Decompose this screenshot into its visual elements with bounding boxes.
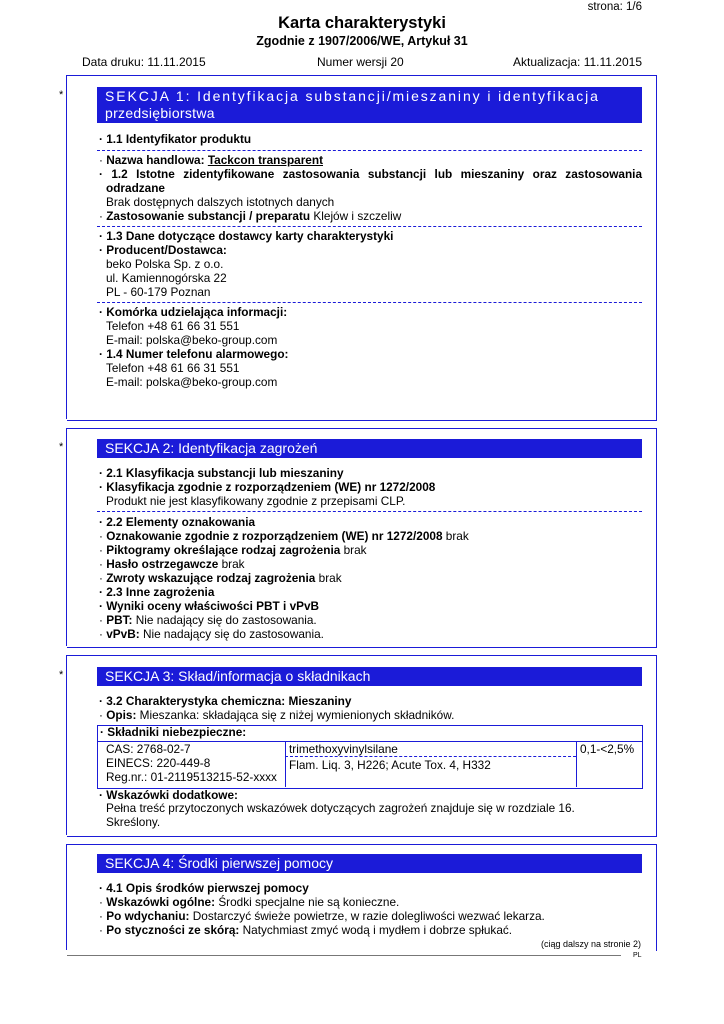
general-advice: · Wskazówki ogólne: Środki specjalne nie są konieczne.: [99, 895, 400, 909]
item-1-2-continued: odradzane: [106, 181, 165, 195]
table-inner-divider: [285, 756, 576, 757]
classification-label: · Klasyfikacja zgodnie z rozporządzeniem (WE) nr 1272/2008: [99, 480, 436, 494]
table-col-divider-1: [285, 741, 286, 787]
additional-info-label: · Wskazówki dodatkowe:: [99, 788, 238, 802]
after-skin-contact: · Po styczności ze skórą: Natychmiast zmyć wodą i mydłem i dobrze spłukać.: [99, 923, 513, 937]
item-1-4: · 1.4 Numer telefonu alarmowego:: [99, 347, 289, 361]
emergency-phone: Telefon +48 61 66 31 551: [106, 361, 240, 375]
producer-name: beko Polska Sp. z o.o.: [106, 257, 224, 271]
producer-street: ul. Kamiennogórska 22: [106, 271, 227, 285]
item-2-1: · 2.1 Klasyfikacja substancji lub mieszaniny: [99, 466, 344, 480]
info-unit-phone: Telefon +48 61 66 31 551: [106, 319, 240, 333]
section-2-heading: SEKCJA 2: Identyfikacja zagrożeń: [97, 439, 642, 458]
pictograms: · Piktogramy określające rodzaj zagrożenia brak: [99, 543, 367, 557]
producer-label: · Producent/Dostawca:: [99, 243, 227, 257]
update-date: Aktualizacja: 11.11.2015: [513, 55, 642, 69]
ingredients-table-header: · Składniki niebezpieczne:: [100, 725, 247, 739]
classification-value: Produkt nie jest klasyfikowany zgodnie z przepisami CLP.: [106, 494, 406, 508]
substance-classification: Flam. Liq. 3, H226; Acute Tox. 4, H332: [289, 758, 491, 772]
substance-concentration: 0,1-<2,5%: [580, 742, 635, 756]
section-2-divider: [97, 511, 642, 512]
section-1-heading-line2: przedsiębiorstwa: [105, 105, 215, 121]
page-number: strona: 1/6: [587, 1, 642, 13]
section-1-change-marker: *: [59, 89, 64, 101]
registration-number: Reg.nr.: 01-2119513215-52-xxxx: [106, 770, 277, 784]
item-1-2: · 1.2 Istotne zidentyfikowane zastosowania substancji lub mieszaniny oraz zastosowania: [99, 167, 642, 181]
item-3-2: · 3.2 Charakterystyka chemiczna: Mieszaniny: [99, 694, 352, 708]
einecs-number: EINECS: 220-449-8: [106, 756, 211, 770]
print-date: Data druku: 11.11.2015: [82, 55, 206, 69]
info-unit-email: E-mail: polska@beko-group.com: [106, 333, 278, 347]
section-1-divider-1: [97, 150, 642, 151]
substance-name: trimethoxyvinylsilane: [289, 742, 398, 756]
section-1-divider-2: [97, 226, 642, 227]
continued-note: (ciąg dalszy na stronie 2): [540, 939, 641, 949]
trade-name: · Nazwa handlowa: Tackcon transparent: [99, 153, 323, 167]
item-2-2: · 2.2 Elementy oznakowania: [99, 515, 256, 529]
hazard-statements: · Zwroty wskazujące rodzaj zagrożenia brak: [99, 571, 342, 585]
table-col-divider-2: [576, 741, 577, 787]
additional-info-line1: Pełna treść przytoczonych wskazówek dotyczących zagrożeń znajduje się w rozdziale 16.: [106, 801, 575, 815]
use-of-substance: · Zastosowanie substancji / preparatu Klejów i szczeliw: [99, 209, 402, 223]
version-number: Numer wersji 20: [317, 55, 404, 69]
after-inhalation: · Po wdychaniu: Dostarczyć świeże powietrze, w razie dolegliwości wezwać lekarza.: [99, 909, 545, 923]
section-2-change-marker: *: [59, 441, 64, 453]
vpvb: · vPvB: Nie nadający się do zastosowania.: [99, 627, 324, 641]
footer-rule: [67, 955, 621, 956]
emergency-email: E-mail: polska@beko-group.com: [106, 375, 278, 389]
pbt-assessment: · Wyniki oceny właściwości PBT i vPvB: [99, 599, 320, 613]
section-1-heading-line1: SEKCJA 1: Identyfikacja substancji/mieszaniny i identyfikacja: [105, 88, 600, 104]
producer-city: PL - 60-179 Poznan: [106, 285, 211, 299]
section-1-divider-3: [97, 302, 642, 303]
pbt: · PBT: Nie nadający się do zastosowania.: [99, 613, 317, 627]
language-code: PL: [633, 952, 642, 959]
trade-name-value: Tackcon transparent: [207, 153, 323, 167]
document-subtitle: Zgodnie z 1907/2006/WE, Artykuł 31: [256, 34, 468, 48]
item-1-1: · 1.1 Identyfikator produktu: [99, 132, 252, 146]
section-3-change-marker: *: [59, 669, 64, 681]
item-1-2-value: Brak dostępnych dalszych istotnych danych: [106, 195, 335, 209]
section-4-heading: SEKCJA 4: Środki pierwszej pomocy: [97, 854, 642, 873]
additional-info-line2: Skreślony.: [106, 815, 161, 829]
info-unit-label: · Komórka udzielająca informacji:: [99, 305, 288, 319]
document-title: Karta charakterystyki: [278, 14, 446, 32]
labelling: · Oznakowanie zgodnie z rozporządzeniem (WE) nr 1272/2008 brak: [99, 529, 469, 543]
item-1-3: · 1.3 Dane dotyczące dostawcy karty charakterystyki: [99, 229, 394, 243]
cas-number: CAS: 2768-02-7: [106, 742, 191, 756]
item-2-3: · 2.3 Inne zagrożenia: [99, 585, 215, 599]
section-1-heading: [97, 87, 642, 123]
item-4-1: · 4.1 Opis środków pierwszej pomocy: [99, 881, 309, 895]
section-3-heading: SEKCJA 3: Skład/informacja o składnikach: [97, 667, 642, 686]
description: · Opis: Mieszanka: składająca się z niżej wymienionych składników.: [99, 708, 455, 722]
signal-word: · Hasło ostrzegawcze brak: [99, 557, 245, 571]
